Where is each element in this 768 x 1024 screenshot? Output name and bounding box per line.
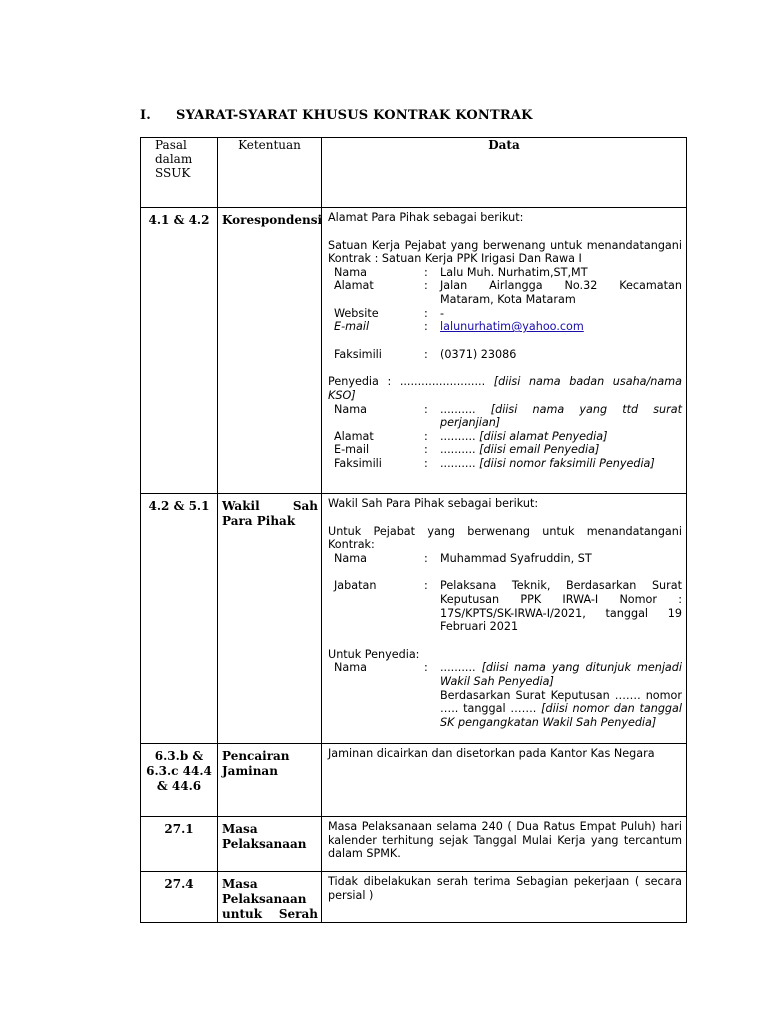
- row3-ketentuan: Pencairan Jaminan: [218, 744, 322, 817]
- row1-p-email: E-mail : .......... [diisi email Penyedia]: [334, 443, 600, 457]
- email-link[interactable]: lalunurhatim@yahoo.com: [440, 320, 584, 334]
- table-row: [141, 494, 687, 744]
- row2-pejabat: Untuk Pejabat yang berwenang untuk menandatangani Kontrak:: [328, 524, 682, 552]
- row1-website: Website : -: [334, 306, 445, 320]
- row1-pasal: 4.1 & 4.2: [141, 208, 218, 494]
- row2-data: [322, 494, 687, 744]
- ssuk-table: [140, 137, 687, 923]
- header-data: Data: [322, 138, 687, 208]
- header-pasal: Pasal dalam SSUK: [141, 138, 218, 208]
- row1-ketentuan: Korespondensi: [218, 208, 322, 494]
- row5-data: Tidak dibelakukan serah terima Sebagian pekerjaan ( secara persial ): [322, 872, 687, 923]
- table-row: [141, 817, 687, 872]
- row2-p-nama: Nama : .......... [diisi nama yang ditunjuk menjadi Wakil Sah Penyedia] Berdasarkan Surat Keputusan ……. nomor ….. tanggal ……. [diisi nomor dan tanggal SK pengangkatan Wakil Sah Penyedia]: [334, 661, 682, 729]
- row2-ketentuan: Wakil Sah Para Pihak: [218, 494, 322, 744]
- table-header-row: [141, 138, 687, 208]
- row1-p-alamat: Alamat : .......... [diisi alamat Penyedia]: [334, 429, 608, 443]
- row2-intro: Wakil Sah Para Pihak sebagai berikut:: [328, 497, 539, 510]
- row1-data: [322, 208, 687, 494]
- row2-pasal: 4.2 & 5.1: [141, 494, 218, 744]
- row4-ketentuan: Masa Pelaksanaan: [218, 817, 322, 872]
- table-row: [141, 744, 687, 817]
- row4-pasal: 27.1: [141, 817, 218, 872]
- row3-data: Jaminan dicairkan dan disetorkan pada Kantor Kas Negara: [322, 744, 687, 817]
- row1-faksimili: Faksimili : (0371) 23086: [334, 347, 517, 361]
- section-number: I.: [140, 108, 152, 123]
- table-row: [141, 872, 687, 923]
- row1-satker: Satuan Kerja Pejabat yang berwenang untuk menandatangani Kontrak : Satuan Kerja PPK Irigasi Dan Rawa I: [328, 238, 682, 266]
- row3-pasal: 6.3.b & 6.3.c 44.4 & 44.6: [141, 744, 218, 817]
- row2-nama: Nama : Muhammad Syafruddin, ST: [334, 551, 592, 565]
- section-title: SYARAT-SYARAT KHUSUS KONTRAK KONTRAK: [176, 108, 533, 123]
- row5-pasal: 27.4: [141, 872, 218, 923]
- row1-p-nama: Nama : .......... [diisi nama yang ttd surat perjanjian]: [334, 402, 682, 430]
- row1-email: E-mail : lalunurhatim@yahoo.com: [334, 320, 584, 334]
- row1-nama: Nama : Lalu Muh. Nurhatim,ST,MT: [334, 265, 588, 279]
- row1-penyedia: Penyedia : ........................ [diisi nama badan usaha/nama KSO]: [328, 375, 682, 402]
- row4-data: Masa Pelaksanaan selama 240 ( Dua Ratus Empat Puluh) hari kalender terhitung sejak Tanggal Mulai Kerja yang tercantum dalam SPMK.: [322, 817, 687, 872]
- row1-p-faksimili: Faksimili : .......... [diisi nomor faksimili Penyedia]: [334, 456, 655, 470]
- row1-alamat: Alamat : Jalan Airlangga No.32 Kecamatan Mataram, Kota Mataram: [334, 279, 682, 306]
- row2-penyedia: Untuk Penyedia:: [328, 647, 420, 661]
- row2-jabatan: Jabatan : Pelaksana Teknik, Berdasarkan Surat Keputusan PPK IRWA-I Nomor : 17S/KPTS/SK-IRWA-I/2021, tanggal 19 Februari 2021: [334, 579, 682, 634]
- row5-ketentuan: Masa Pelaksanaan untuk Serah: [218, 872, 322, 923]
- header-ketentuan: Ketentuan: [218, 138, 322, 208]
- section-heading: [140, 108, 533, 123]
- row1-intro: Alamat Para Pihak sebagai berikut:: [328, 211, 524, 224]
- table-row: [141, 208, 687, 494]
